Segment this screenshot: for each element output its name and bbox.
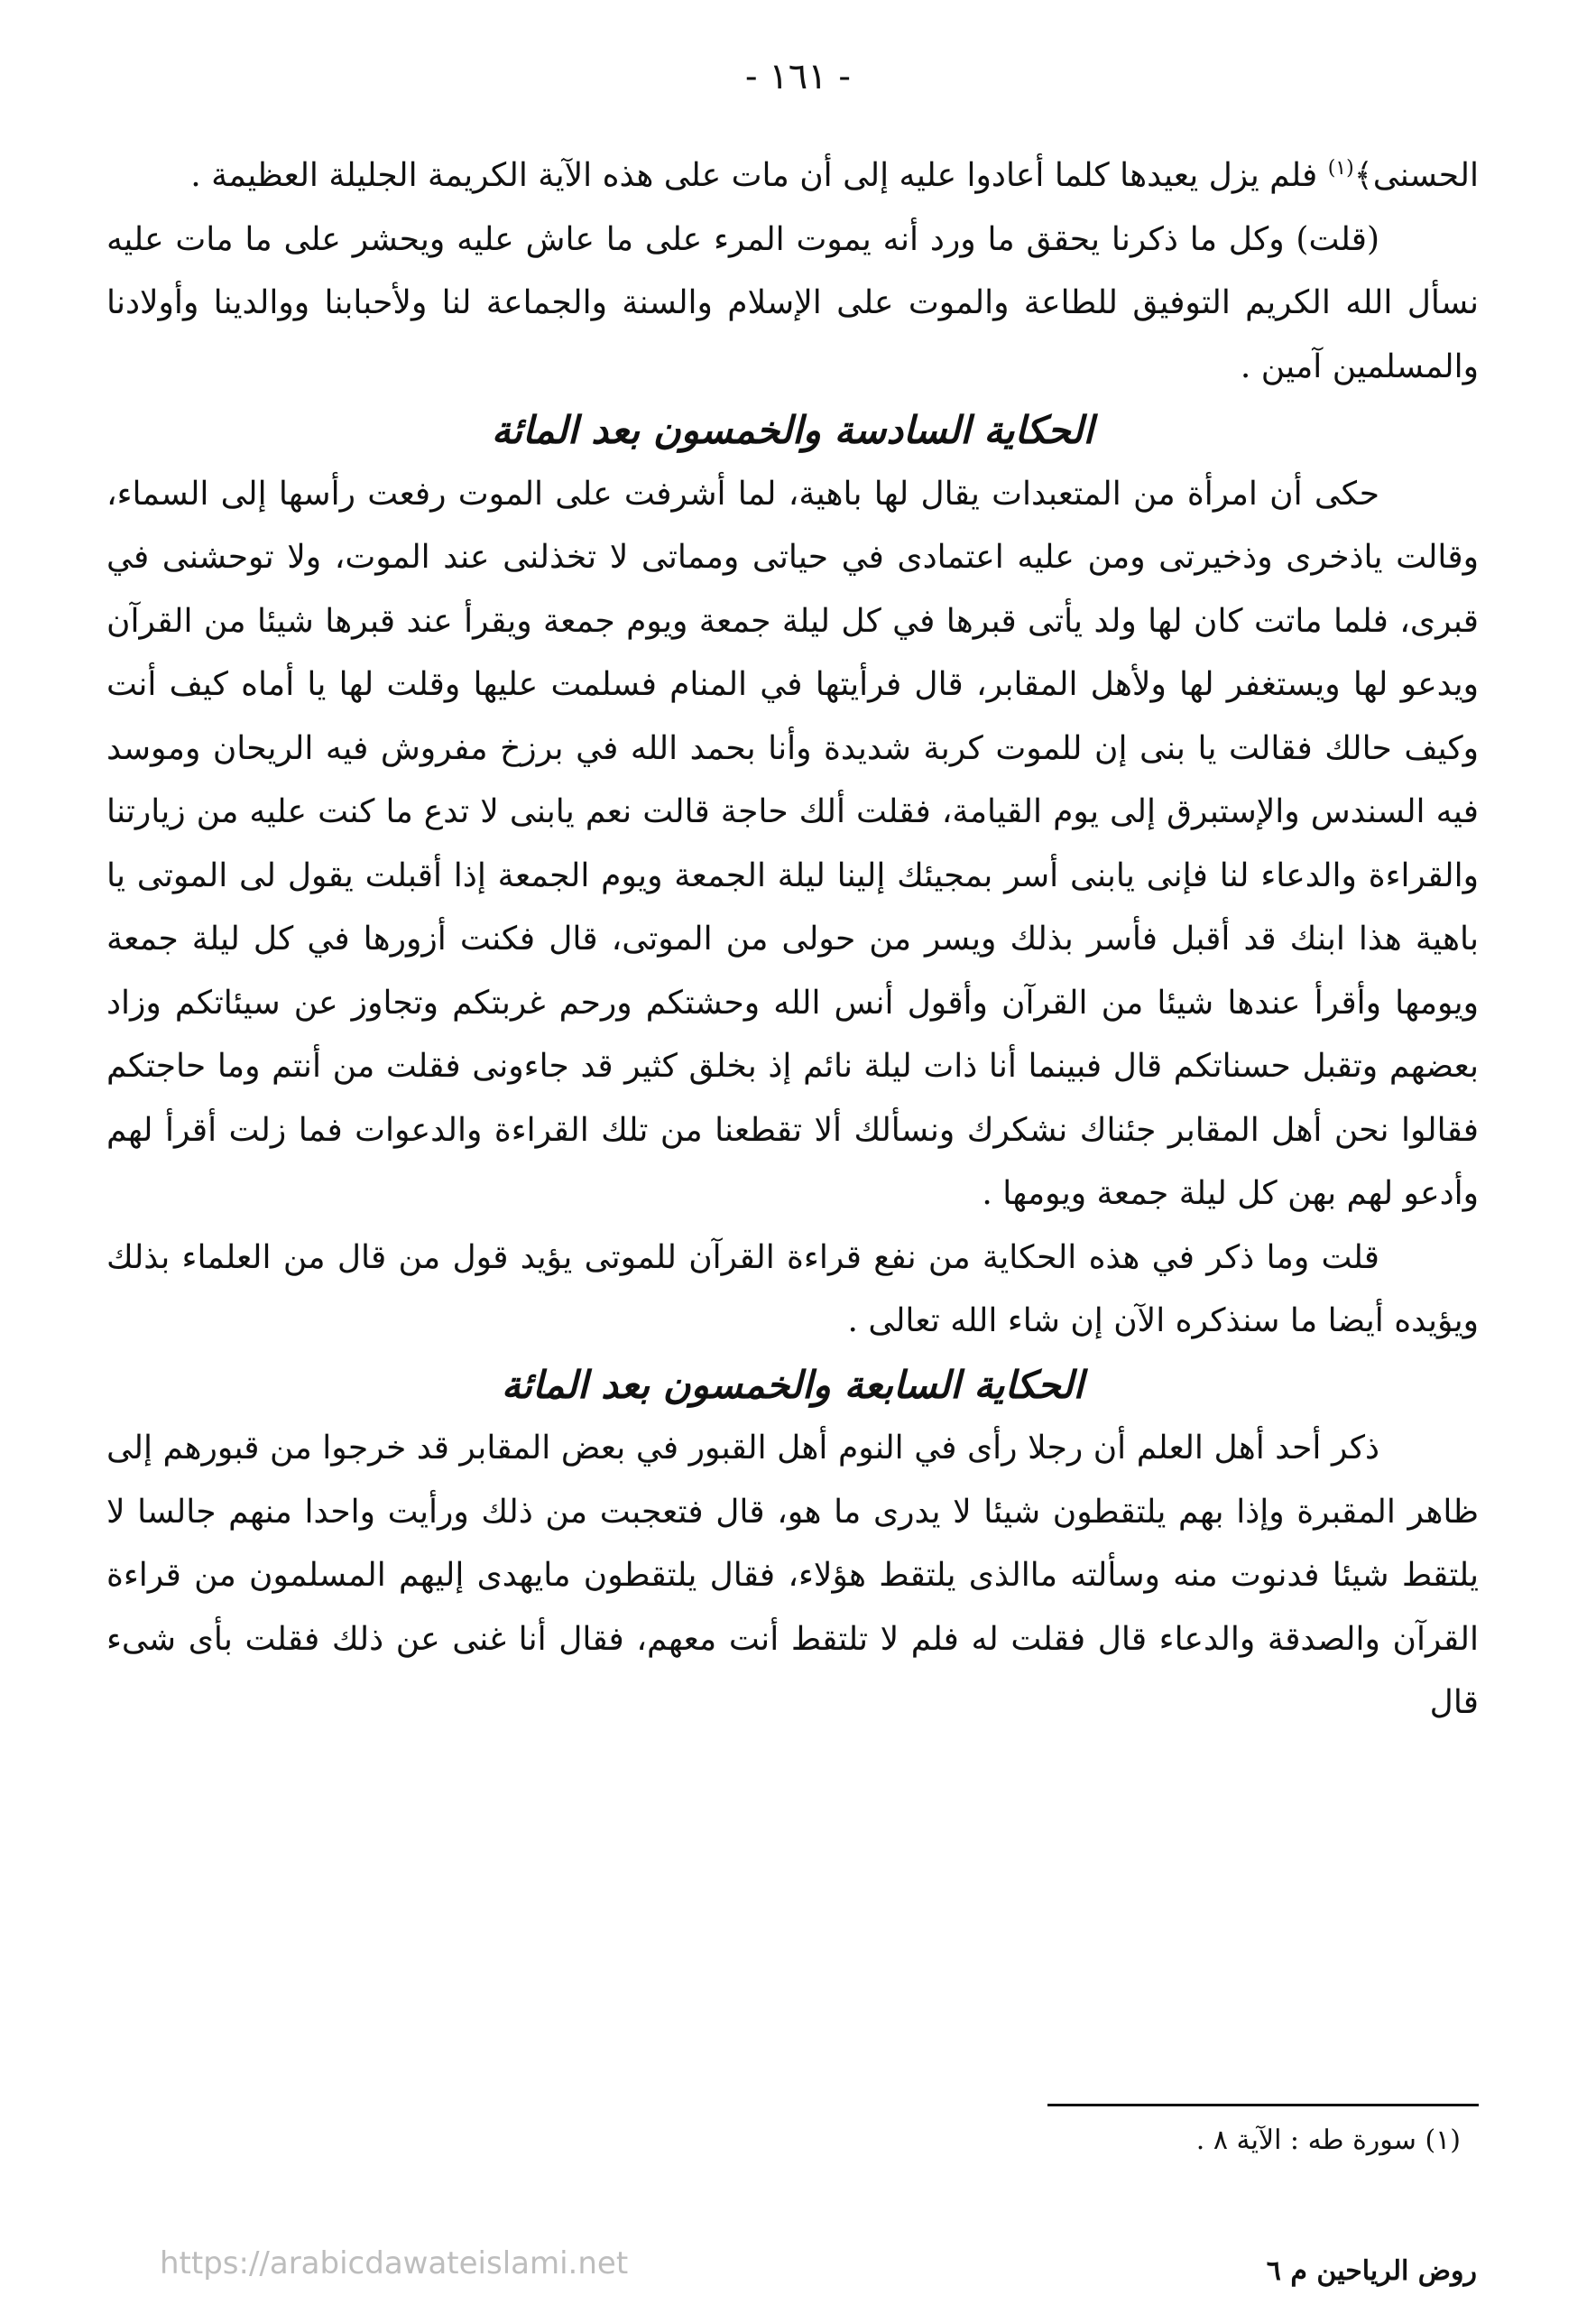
footnote-reference[interactable]: (١) bbox=[1327, 157, 1354, 180]
paragraph-continuation bbox=[106, 144, 1479, 208]
footnote-divider bbox=[1047, 2104, 1479, 2106]
section-heading-157: الحكاية السابعة والخمسون بعد المائة bbox=[501, 1362, 1084, 1407]
footnote: (١) سورة طه : الآية ٨ . bbox=[1195, 2124, 1461, 2156]
paragraph: ذكر أحد أهل العلم أن رجلا رأى في النوم أهل القبور في بعض المقابر قد خرجوا من قبورهم إلى ظاهر المقبرة وإذا بهم يلتقطون شيئا لا يدرى ما هو، قال فتعجبت من ذلك ورأيت واحدا منهم جالسا لا يلتقط شيئا فدنوت منه وسألته ماالذى يلتقط هؤلاء، فقال يلتقطون مايهدى إليهم المسلمون من قراءة القرآن والصدقة والدعاء قال فقلت له فلم لا تلتقط أنت معهم، فقال أنا غنى عن ذلك فقلت بأى شىء قال bbox=[106, 1430, 1480, 1721]
paragraph: حكى أن امرأة من المتعبدات يقال لها باهية، لما أشرفت على الموت رفعت رأسها إلى السماء، وقالت ياذخرى وذخيرتى ومن عليه اعتمادى في حياتى ومماتى لا تخذلنى عند الموت، ولا توحشنى في قبرى، فلما ماتت كان لها ولد يأتى قبرها في كل ليلة جمعة ويوم جمعة ويقرأ عند قبرها شيئا من القرآن ويدعو لها ويستغفر لها ولأهل المقابر، قال فرأيتها في المنام فسلمت عليها وقلت لها يا أماه كيف أنت وكيف حالك فقالت يا بنى إن للموت كربة شديدة وأنا بحمد الله في برزخ مفروش فيه الريحان وموسد فيه السندس والإستبرق إلى يوم القيامة، فقلت ألك حاجة قالت نعم يابنى لا تدع ما كنت عليه من زيارتنا والقراءة والدعاء لنا فإنى يابنى أسر بمجيئك إلينا ليلة الجمعة ويوم الجمعة إذا أقبلت يقول لى الموتى يا باهية هذا ابنك قد أقبل فأسر بذلك ويسر من حولى من الموتى، قال فكنت أزورها في كل ليلة جمعة ويومها وأقرأ عندها شيئا من القرآن وأقول أنس الله وحشتكم ورحم غربتكم وتجاوز عن سيئاتكم وزاد بعضهم وتقبل حسناتكم قال فبينما أنا ذات ليلة نائم إذ بخلق كثير قد جاءونى فقلت من أنتم وما حاجتكم فقالوا نحن أهل المقابر جئناك نشكرك ونسألك ألا تقطعنا من تلك القراءة والدعوات فما زلت أقرأ لهم وأدعو لهم بهن كل ليلة جمعة ويومها . bbox=[106, 475, 1479, 1212]
book-signature: روض الرياحين م ٦ bbox=[1266, 2255, 1477, 2287]
paragraph: قلت وما ذكر في هذه الحكاية من نفع قراءة القرآن للموتى يؤيد قول من قال من العلماء بذلك ويؤيده أيضا ما سنذكره الآن إن شاء الله تعالى . bbox=[106, 1238, 1479, 1339]
paragraph: (قلت) وكل ما ذكرنا يحقق ما ورد أنه يموت المرء على ما عاش عليه ويحشر على ما مات عليه نسأل الله الكريم التوفيق للطاعة والموت على الإسلام والسنة والجماعة لنا ولأحبابنا ووالدينا وأولادنا والمسلمين آمين . bbox=[106, 220, 1479, 385]
quote-text: فلم يزل يعيدها كلما أعادوا عليه إلى أن مات على هذه الآية الكريمة الجليلة العظيمة . bbox=[190, 157, 1328, 194]
page-number: - ١٦١ - bbox=[745, 56, 851, 97]
body-text bbox=[106, 144, 1479, 1735]
watermark-url: https://arabicdawateislami.net bbox=[160, 2245, 629, 2281]
quote-end: الحسنى﴾ bbox=[1353, 157, 1479, 194]
section-heading-156: الحكاية السادسة والخمسون بعد المائة bbox=[491, 408, 1094, 452]
